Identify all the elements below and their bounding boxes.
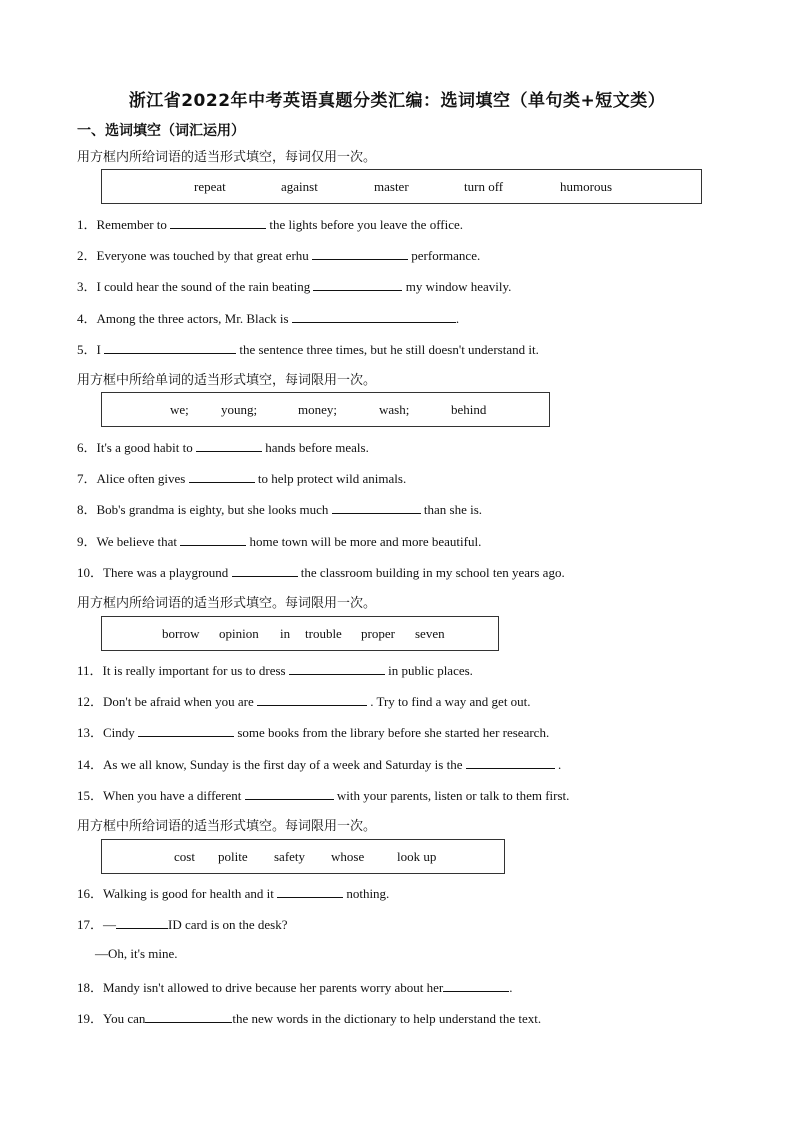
instruction-1: 用方框内所给词语的适当形式填空，每词仅用一次。 bbox=[77, 150, 377, 165]
question-2: 2．Everyone was touched by that great erhu performance. bbox=[77, 248, 481, 263]
question-1: 1．Remember to the lights before you leave the office. bbox=[77, 217, 464, 232]
question-15: 15．When you have a different with your parents, listen or talk to them first. bbox=[77, 788, 570, 803]
answer-blank[interactable] bbox=[196, 439, 262, 452]
word-option: behind bbox=[451, 401, 487, 417]
question-19: 19．You can the new words in the dictionary to help understand the text. bbox=[77, 1011, 542, 1026]
answer-blank[interactable] bbox=[277, 885, 343, 898]
word-option: opinion bbox=[219, 625, 259, 641]
document-title: 浙江省2022年中考英语真题分类汇编：选词填空（单句类+短文类） bbox=[128, 91, 666, 111]
answer-blank[interactable] bbox=[292, 310, 456, 323]
word-option: seven bbox=[415, 625, 445, 641]
answer-blank[interactable] bbox=[116, 916, 168, 929]
question-14: 14．As we all know, Sunday is the first day of a week and Saturday is the . bbox=[77, 757, 562, 772]
word-option: whose bbox=[331, 848, 365, 864]
question-18: 18．Mandy isn't allowed to drive because her parents worry about her . bbox=[77, 980, 513, 995]
answer-blank[interactable] bbox=[312, 247, 408, 260]
instruction-3: 用方框内所给词语的适当形式填空。每词限用一次。 bbox=[77, 596, 377, 611]
answer-blank[interactable] bbox=[257, 693, 367, 706]
question-6: 6．It's a good habit to hands before meals. bbox=[77, 440, 369, 455]
word-option: master bbox=[374, 178, 409, 194]
question-3: 3．I could hear the sound of the rain beating my window heavily. bbox=[77, 279, 512, 294]
word-option: money; bbox=[298, 401, 337, 417]
answer-blank[interactable] bbox=[170, 216, 266, 229]
word-option: proper bbox=[361, 625, 395, 641]
question-16: 16．Walking is good for health and it nothing. bbox=[77, 886, 390, 901]
question-10: 10．There was a playground the classroom building in my school ten years ago. bbox=[77, 565, 565, 580]
question-13: 13．Cindy some books from the library before she started her research. bbox=[77, 725, 550, 740]
answer-blank[interactable] bbox=[443, 979, 509, 992]
word-option: look up bbox=[397, 848, 437, 864]
question-5: 5．I the sentence three times, but he still doesn't understand it. bbox=[77, 342, 539, 357]
word-option: in bbox=[280, 625, 291, 641]
answer-blank[interactable] bbox=[232, 564, 298, 577]
section-heading: 一、选词填空（词汇运用） bbox=[77, 123, 245, 139]
word-option: cost bbox=[174, 848, 195, 864]
answer-blank[interactable] bbox=[289, 662, 385, 675]
answer-blank[interactable] bbox=[189, 470, 255, 483]
question-4: 4．Among the three actors, Mr. Black is . bbox=[77, 311, 460, 326]
word-option: young; bbox=[221, 401, 258, 417]
question-8: 8．Bob's grandma is eighty, but she looks much than she is. bbox=[77, 502, 483, 517]
answer-blank[interactable] bbox=[104, 341, 236, 354]
word-option: humorous bbox=[560, 178, 612, 194]
question-17: 17．— ID card is on the desk? bbox=[77, 917, 288, 932]
answer-blank[interactable] bbox=[313, 278, 402, 291]
answer-blank[interactable] bbox=[245, 787, 334, 800]
word-option: polite bbox=[218, 848, 248, 864]
instruction-4: 用方框中所给词语的适当形式填空。每词限用一次。 bbox=[77, 819, 377, 834]
answer-blank[interactable] bbox=[466, 756, 555, 769]
word-box-1 bbox=[101, 169, 702, 204]
question-7: 7．Alice often gives to help protect wild animals. bbox=[77, 471, 407, 486]
question-12: 12．Don't be afraid when you are . Try to find a way and get out. bbox=[77, 694, 531, 709]
word-box-2 bbox=[101, 392, 550, 427]
question-9: 9．We believe that home town will be more and more beautiful. bbox=[77, 534, 482, 549]
instruction-2: 用方框中所给单词的适当形式填空，每词限用一次。 bbox=[77, 373, 377, 388]
word-option: borrow bbox=[162, 625, 200, 641]
word-option: wash; bbox=[379, 401, 410, 417]
word-option: turn off bbox=[464, 178, 504, 194]
word-option: we; bbox=[170, 401, 189, 417]
answer-blank[interactable] bbox=[332, 501, 421, 514]
word-option: safety bbox=[274, 848, 306, 864]
word-box-3 bbox=[101, 616, 499, 651]
question-17-reply: —Oh, it's mine. bbox=[95, 946, 178, 961]
word-option: against bbox=[281, 178, 318, 194]
question-11: 11．It is really important for us to dress in public places. bbox=[77, 663, 473, 678]
word-option: trouble bbox=[305, 625, 342, 641]
answer-blank[interactable] bbox=[180, 533, 246, 546]
word-option: repeat bbox=[194, 178, 226, 194]
answer-blank[interactable] bbox=[138, 724, 234, 737]
word-box-4 bbox=[101, 839, 505, 874]
answer-blank[interactable] bbox=[145, 1010, 232, 1023]
